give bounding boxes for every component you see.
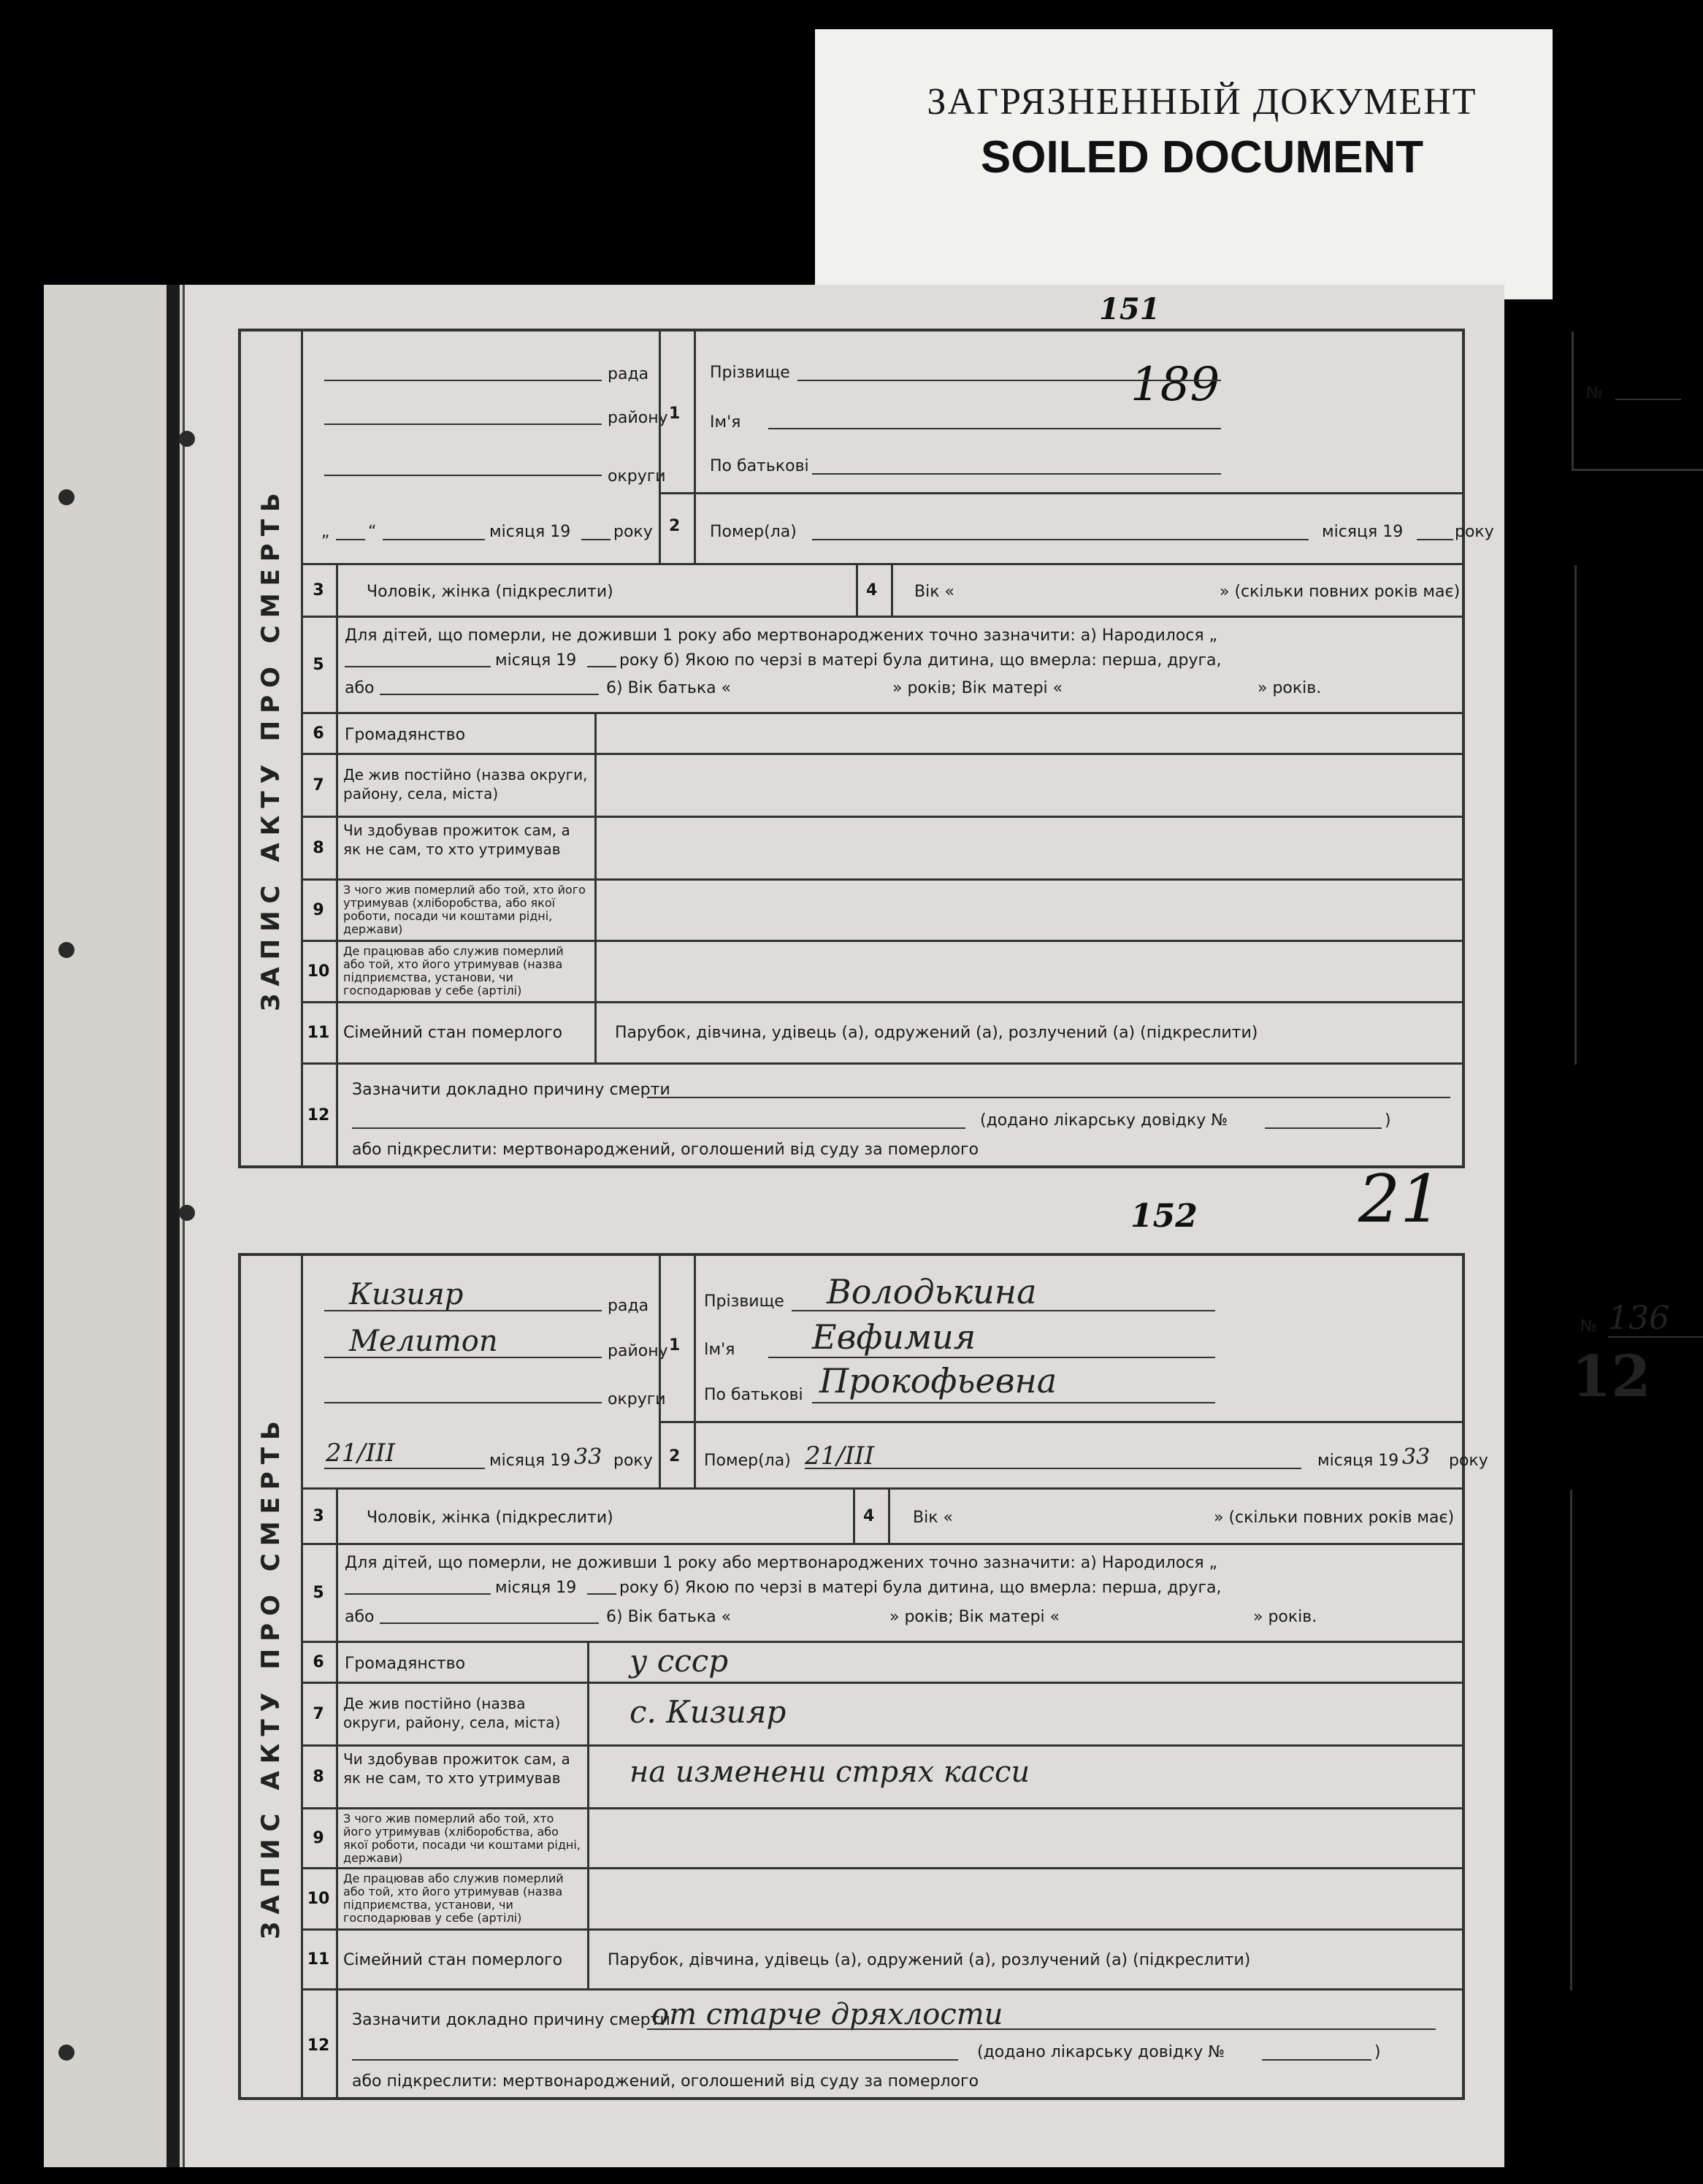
row-residence: 7 Де жив постійно (назва округи, району, села, міста) с. Кизияр bbox=[301, 1684, 1462, 1747]
binding-strip bbox=[44, 285, 185, 2167]
margin-mark: 21 bbox=[1358, 1161, 1442, 1238]
row-cause: 12 Зазначити докладно причину смерти (додано лікарську довідку № ) або підкреслити: мертвонароджений, оголошений від суду за померлого bbox=[301, 1065, 1462, 1165]
page-number-top: 151 bbox=[1099, 292, 1160, 326]
cause-label: Зазначити докладно причину смерти bbox=[352, 2011, 670, 2029]
citizenship-value: у ссср bbox=[629, 1643, 729, 1679]
rayon-label: району bbox=[608, 409, 668, 427]
died-label: Помер(ла) bbox=[710, 523, 797, 541]
number-value: 136 bbox=[1608, 1300, 1669, 1337]
death-record-form bbox=[238, 329, 1603, 1168]
died-label: Помер(ла) bbox=[704, 1452, 791, 1470]
rayon-value: Мелитоп bbox=[349, 1325, 498, 1358]
death-record-form-filled bbox=[238, 1253, 1669, 2100]
label-en: SOILED DOCUMENT bbox=[980, 132, 1424, 183]
citizenship-label: Громадянство bbox=[345, 726, 466, 744]
father-age: 6) Вік батька « bbox=[606, 1608, 732, 1626]
died-month-label: місяця 19 bbox=[1322, 523, 1404, 541]
livelihood-label: Чи здобував прожиток сам, а як не сам, то хто утримував bbox=[343, 821, 570, 858]
form-side-title: ЗАПИС АКТУ ПРО СМЕРТЬ bbox=[241, 332, 303, 1165]
date-quote: “ bbox=[368, 523, 377, 541]
citizenship-label: Громадянство bbox=[345, 1655, 466, 1673]
age-note: » (скільки повних років має) bbox=[1220, 583, 1461, 601]
doctor-note: (додано лікарську довідку № bbox=[980, 1111, 1228, 1130]
name-label: Ім'я bbox=[704, 1341, 735, 1359]
died-year-label: року bbox=[1449, 1452, 1488, 1470]
sex-label: Чоловік, жінка (підкреслити) bbox=[367, 583, 613, 601]
punch-hole bbox=[179, 431, 195, 447]
income-source-label: З чого жив померлий або той, хто його утримував (хліборобства, або якої роботи, посади чи коштами рідні, держави) bbox=[343, 883, 586, 936]
rada-label: рада bbox=[608, 365, 649, 383]
row-family: 11 Сімейний стан померлого Парубок, дівчина, удівець (а), одружений (а), розлучений (а) (підкреслити) bbox=[301, 1931, 1462, 1990]
mother-age: » років; Вік матері « bbox=[889, 1608, 1060, 1626]
soiled-document-label bbox=[815, 29, 1553, 299]
row-income-source: 9 З чого жив померлий або той, хто його утримував (хліборобства, або якої роботи, посади чи коштами рідні, держави) bbox=[301, 1809, 1462, 1869]
died-day: 21/III bbox=[805, 1441, 875, 1471]
date-quote: „ bbox=[321, 523, 330, 541]
row-children: 5 Для дітей, що померли, не доживши 1 року або мертвонароджених точно зазначити: а) Народилося „ місяця 19 року б) Якою по черзі в матері була дитина, що вмерла: перша, друга, або 6) Вік батька « » років; Вік матері « » років. bbox=[301, 1545, 1462, 1643]
rada-label: рада bbox=[608, 1297, 649, 1315]
livelihood-value: на изменени стрях касси bbox=[629, 1755, 1030, 1789]
row-sex-age: 3 Чоловік, жінка (підкреслити) 4 Вік « » (скільки повних років має) bbox=[301, 1490, 1462, 1545]
family-options: Парубок, дівчина, удівець (а), одружений (а), розлучений (а) (підкреслити) bbox=[608, 1951, 1251, 1969]
rayon-label: району bbox=[608, 1342, 668, 1360]
cause-value: от старче дряхлости bbox=[651, 1998, 1003, 2031]
patronymic-label: По батькові bbox=[704, 1386, 803, 1404]
row-citizenship: 6 Громадянство у ссср bbox=[301, 1643, 1462, 1684]
years-label: » років. bbox=[1258, 679, 1322, 697]
year-label: року bbox=[613, 1452, 653, 1470]
header-block bbox=[301, 332, 1603, 565]
record-day: 21/III bbox=[326, 1438, 396, 1468]
surname-value: Володькина bbox=[827, 1272, 1037, 1311]
record-year: 33 bbox=[574, 1444, 602, 1470]
children-month: місяця 19 bbox=[495, 651, 577, 670]
page-number-handwritten: 189 bbox=[1130, 358, 1220, 412]
stillborn-note: або підкреслити: мертвонароджений, оголошений від суду за померлого bbox=[352, 2072, 979, 2091]
patronymic-value: Прокофьевна bbox=[819, 1361, 1057, 1401]
age-note: » (скільки повних років має) bbox=[1214, 1509, 1455, 1527]
workplace-label: Де працював або служив померлий або той, хто його утримував (назва підприємства, установи, чи господарював у себе (артілі) bbox=[343, 1871, 564, 1925]
died-year-label: року bbox=[1455, 523, 1494, 541]
residence-label: Де жив постійно (назва округи, району, села, міста) bbox=[343, 1695, 561, 1731]
children-line-1: Для дітей, що померли, не доживши 1 року або мертвонароджених точно зазначити: а) Народилося „ bbox=[345, 1554, 1218, 1572]
doctor-note: (додано лікарську довідку № bbox=[977, 2043, 1225, 2061]
died-month-label: місяця 19 bbox=[1317, 1452, 1399, 1470]
number-label: № bbox=[1580, 1317, 1597, 1336]
family-options: Парубок, дівчина, удівець (а), одружений (а), розлучений (а) (підкреслити) bbox=[615, 1024, 1258, 1042]
num-2: 2 bbox=[669, 517, 681, 535]
stillborn-note: або підкреслити: мертвонароджений, оголошений від суду за померлого bbox=[352, 1141, 979, 1159]
died-year: 33 bbox=[1402, 1444, 1431, 1470]
workplace-label: Де працював або служив померлий або той, хто його утримував (назва підприємства, установи, чи господарював у себе (артілі) bbox=[343, 944, 564, 997]
income-source-label: З чого жив померлий або той, хто його утримував (хліборобства, або якої роботи, посади чи коштами рідні, держави) bbox=[343, 1812, 581, 1865]
name-value: Евфимия bbox=[812, 1317, 976, 1357]
cause-label: Зазначити докладно причину смерти bbox=[352, 1081, 670, 1099]
punch-hole bbox=[179, 1205, 195, 1221]
residence-value: с. Кизияр bbox=[629, 1694, 787, 1730]
years-label: » років. bbox=[1253, 1608, 1317, 1626]
okruha-label: округи bbox=[608, 1390, 666, 1409]
binding-fold bbox=[167, 285, 180, 2167]
punch-hole bbox=[58, 942, 74, 958]
row-livelihood: 8 Чи здобував прожиток сам, а як не сам, то хто утримував на изменени стрях касси bbox=[301, 1747, 1462, 1809]
age-label: Вік « bbox=[913, 1509, 953, 1527]
row-workplace: 10 Де працював або служив померлий або той, хто його утримував (назва підприємства, установи, чи господарював у себе (артілі) bbox=[301, 1869, 1462, 1931]
surname-label: Прізвище bbox=[704, 1292, 784, 1311]
okruha-label: округи bbox=[608, 467, 666, 486]
month-label: місяця 19 bbox=[489, 523, 571, 541]
page-number-middle: 152 bbox=[1130, 1198, 1198, 1235]
row-workplace: 10 Де працював або служив померлий або той, хто його утримував (назва підприємства, установи, чи господарював у себе (артілі) bbox=[301, 942, 1462, 1003]
children-line-1: Для дітей, що померли, не доживши 1 року або мертвонароджених точно зазначити: а) Народилося „ bbox=[345, 627, 1218, 645]
row-livelihood: 8 Чи здобував прожиток сам, а як не сам, то хто утримував bbox=[301, 818, 1462, 881]
sex-label: Чоловік, жінка (підкреслити) bbox=[367, 1509, 613, 1527]
row-income-source: 9 З чого жив померлий або той, хто його утримував (хліборобства, або якої роботи, посади чи коштами рідні, держави) bbox=[301, 881, 1462, 942]
children-line-2: року б) Якою по черзі в матері була дитина, що вмерла: перша, друга, bbox=[619, 651, 1222, 670]
livelihood-label: Чи здобував прожиток сам, а як не сам, то хто утримував bbox=[343, 1750, 570, 1787]
mother-age: » років; Вік матері « bbox=[892, 679, 1063, 697]
label-ru: ЗАГРЯЗНЕННЫЙ ДОКУМЕНТ bbox=[927, 81, 1477, 123]
row-cause: 12 Зазначити докладно причину смерти от старче дряхлости (додано лікарську довідку № ) або підкреслити: мертвонароджений, оголошений від суду за померлого bbox=[301, 1990, 1462, 2100]
year-label: року bbox=[613, 523, 653, 541]
punch-hole bbox=[58, 489, 74, 505]
row-citizenship: 6 Громадянство bbox=[301, 714, 1462, 755]
row-residence: 7 Де жив постійно (назва округи, району, села, міста) bbox=[301, 755, 1462, 818]
residence-label: Де жив постійно (назва округи, району, села, міста) bbox=[343, 766, 588, 802]
age-label: Вік « bbox=[914, 583, 954, 601]
form-side-title: ЗАПИС АКТУ ПРО СМЕРТЬ bbox=[241, 1256, 303, 2097]
punch-hole bbox=[58, 2045, 74, 2061]
children-line-2: року б) Якою по черзі в матері була дитина, що вмерла: перша, друга, bbox=[619, 1579, 1222, 1597]
rada-value: Кизияр bbox=[349, 1278, 464, 1311]
num-1: 1 bbox=[669, 405, 681, 423]
father-age: 6) Вік батька « bbox=[606, 679, 732, 697]
row-sex-age: 3 Чоловік, жінка (підкреслити) 4 Вік « » (скільки повних років має) bbox=[301, 565, 1462, 618]
row-family: 11 Сімейний стан померлого Парубок, дівчина, удівець (а), одружений (а), розлучений (а) (підкреслити) bbox=[301, 1003, 1462, 1065]
row-children: 5 Для дітей, що померли, не доживши 1 року або мертвонароджених точно зазначити: а) Народилося „ місяця 19 року б) Якою по черзі в матері була дитина, що вмерла: перша, друга, або 6) Вік батька « » років; Вік матері « » років. bbox=[301, 618, 1462, 714]
surname-label: Прізвище bbox=[710, 364, 790, 382]
children-or: або bbox=[345, 1608, 375, 1626]
number-label: № bbox=[1586, 384, 1603, 402]
children-month: місяця 19 bbox=[495, 1579, 577, 1597]
name-label: Ім'я bbox=[710, 413, 741, 432]
family-label: Сімейний стан померлого bbox=[343, 1951, 563, 1969]
family-label: Сімейний стан померлого bbox=[343, 1024, 563, 1042]
month-label: місяця 19 bbox=[489, 1452, 571, 1470]
children-or: або bbox=[345, 679, 375, 697]
header-block: Кизияр рада Мелитоп району округи 21/III місяця 19 33 року 1 2 Прізвище Володькина Ім'я Евфимия По батькові Прокофьевна № 136 12 Помер(ла) 21/III місяця 19 33 року bbox=[301, 1256, 1462, 1490]
number-value-2: 12 bbox=[1572, 1344, 1651, 1410]
patronymic-label: По батькові bbox=[710, 457, 809, 475]
